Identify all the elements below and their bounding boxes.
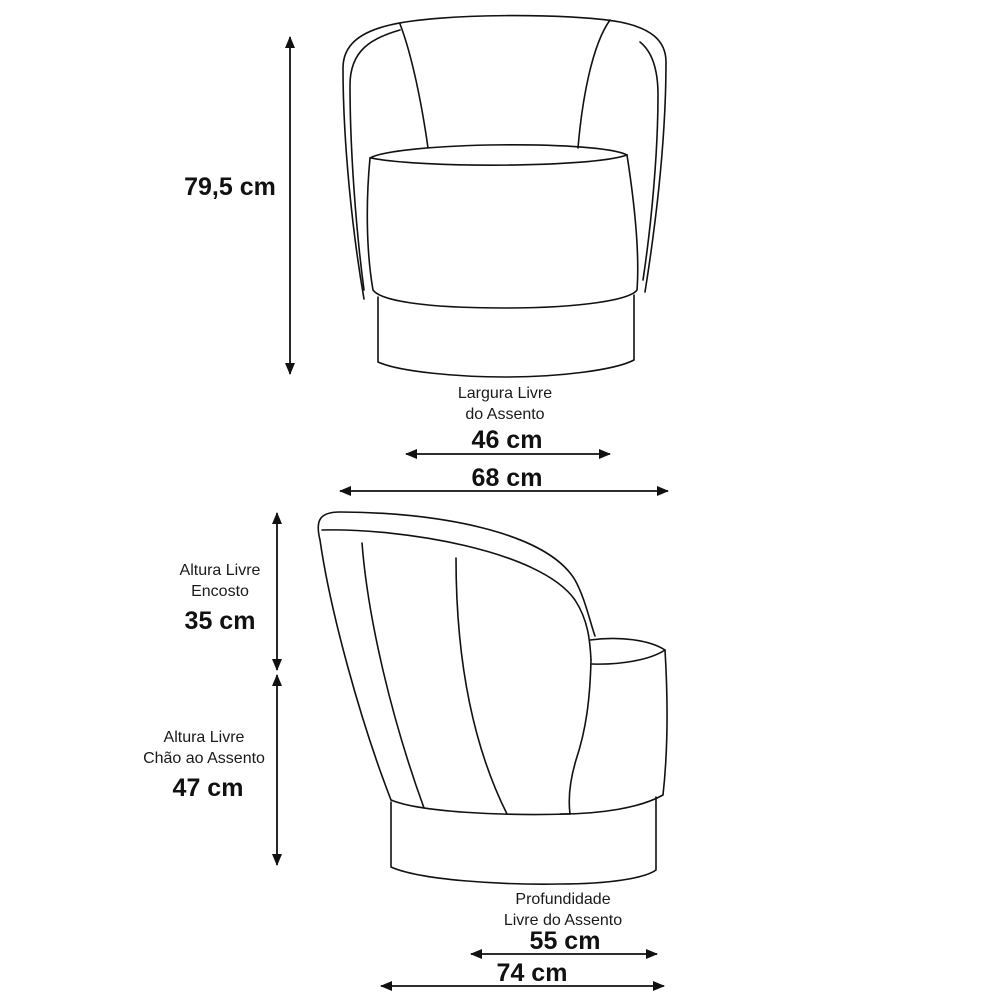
seat-width-value: 46 cm bbox=[471, 426, 543, 454]
side-shell-bottom bbox=[391, 800, 570, 814]
side-channel-line-1 bbox=[362, 543, 424, 808]
front-seat-top-inner bbox=[371, 155, 627, 165]
backrest-height-label-line2: Encosto bbox=[191, 583, 249, 600]
front-shell-inner-right bbox=[640, 42, 658, 280]
side-channel-line-2 bbox=[456, 558, 507, 814]
armchair-front-view bbox=[343, 16, 666, 377]
seat-width-label-line1: Largura Livre bbox=[457, 385, 553, 402]
front-shell-inner-left bbox=[350, 30, 400, 290]
side-backrest-outline bbox=[318, 512, 595, 800]
seat-depth-label-line1: Profundidade bbox=[515, 891, 611, 908]
front-seat-top bbox=[370, 145, 627, 158]
seat-width-label-line2: do Assento bbox=[465, 406, 545, 423]
front-arm-right-line bbox=[578, 20, 610, 148]
seat-depth-label-line2: Livre do Assento bbox=[503, 912, 623, 929]
front-seat-front bbox=[367, 155, 637, 308]
seat-depth-value: 55 cm bbox=[529, 927, 601, 955]
seat-width-label bbox=[405, 383, 605, 425]
seat-height-value: 47 cm bbox=[172, 774, 244, 802]
seat-height-label-line2: Chão ao Assento bbox=[143, 750, 265, 767]
backrest-height-label bbox=[140, 560, 300, 602]
seat-height-label-line1: Altura Livre bbox=[163, 729, 245, 746]
side-seat-front bbox=[560, 650, 667, 814]
front-arm-left-line bbox=[400, 24, 428, 148]
total-width-value: 68 cm bbox=[471, 464, 543, 492]
seat-height-label bbox=[124, 727, 284, 769]
side-shell-front-edge bbox=[569, 660, 591, 814]
side-seat-top bbox=[590, 638, 665, 664]
backrest-height-value: 35 cm bbox=[184, 607, 256, 635]
seat-depth-label bbox=[463, 889, 663, 931]
armchair-side-view bbox=[318, 512, 667, 884]
height-value: 79,5 cm bbox=[184, 173, 276, 201]
total-depth-value: 74 cm bbox=[496, 959, 568, 987]
backrest-height-label-line1: Altura Livre bbox=[179, 562, 261, 579]
